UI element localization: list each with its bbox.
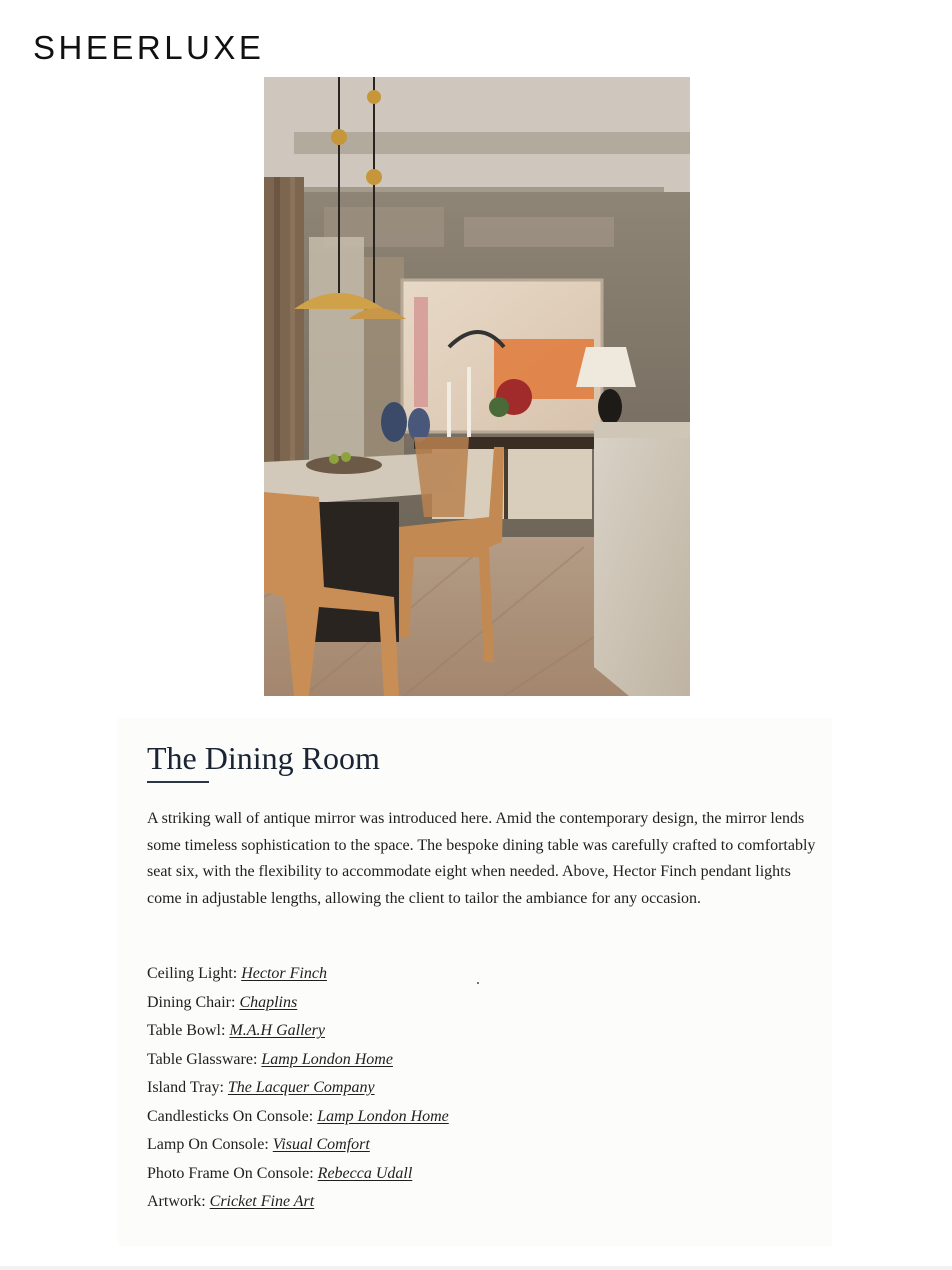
credit-item — [147, 989, 449, 1018]
credit-item — [147, 1160, 449, 1189]
credit-link[interactable]: Chaplins — [239, 993, 298, 1011]
credit-label: Table Glassware: — [147, 1050, 262, 1068]
credit-item — [147, 960, 449, 989]
site-header — [0, 0, 952, 80]
credit-link[interactable]: Cricket Fine Art — [209, 1193, 315, 1210]
credit-link[interactable]: The Lacquer Company — [227, 1079, 375, 1096]
credit-link[interactable]: Rebecca Udall — [317, 1164, 413, 1182]
stray-dot — [477, 982, 479, 984]
credit-label: Artwork: — [147, 1193, 210, 1210]
credit-label: Table Bowl: — [147, 1022, 230, 1039]
section-title: The Dining Room — [147, 740, 380, 776]
credit-link[interactable]: Hector Finch — [241, 965, 327, 982]
credit-link[interactable]: Lamp London Home — [317, 1107, 449, 1125]
page-footer-divider — [0, 1266, 952, 1270]
credit-item — [147, 1188, 449, 1217]
title-underline — [147, 781, 209, 783]
credit-link[interactable]: Visual Comfort — [272, 1136, 370, 1153]
credit-item — [147, 1103, 449, 1132]
credits-list — [147, 960, 449, 1217]
article-body: A striking wall of antique mirror was introduced here. Amid the contemporary design, the mirror lends some timeless sophistication to the space. The bespoke dining table was carefully crafted to comfortably seat six, with the flexibility to accommodate eight when needed. Above, Hector Finch pendant lights come in adjustable lengths, allowing the client to tailor the ambiance for any occasion. — [147, 810, 816, 907]
credit-label: Photo Frame On Console: — [147, 1164, 318, 1182]
sheerluxe-logo[interactable]: SHEERLUXE — [33, 29, 265, 66]
credit-label: Candlesticks On Console: — [147, 1107, 318, 1125]
credit-label: Dining Chair: — [147, 993, 240, 1011]
credit-item — [147, 1131, 449, 1160]
article-panel — [118, 718, 832, 1246]
credit-item — [147, 1046, 449, 1075]
credit-item — [147, 1017, 449, 1046]
credit-link[interactable]: Lamp London Home — [261, 1050, 393, 1068]
credit-item — [147, 1074, 449, 1103]
credit-label: Ceiling Light: — [147, 965, 242, 982]
dining-room-photo — [264, 77, 690, 696]
credit-label: Island Tray: — [147, 1079, 228, 1096]
credit-label: Lamp On Console: — [147, 1136, 273, 1153]
credit-link[interactable]: M.A.H Gallery — [229, 1022, 325, 1039]
